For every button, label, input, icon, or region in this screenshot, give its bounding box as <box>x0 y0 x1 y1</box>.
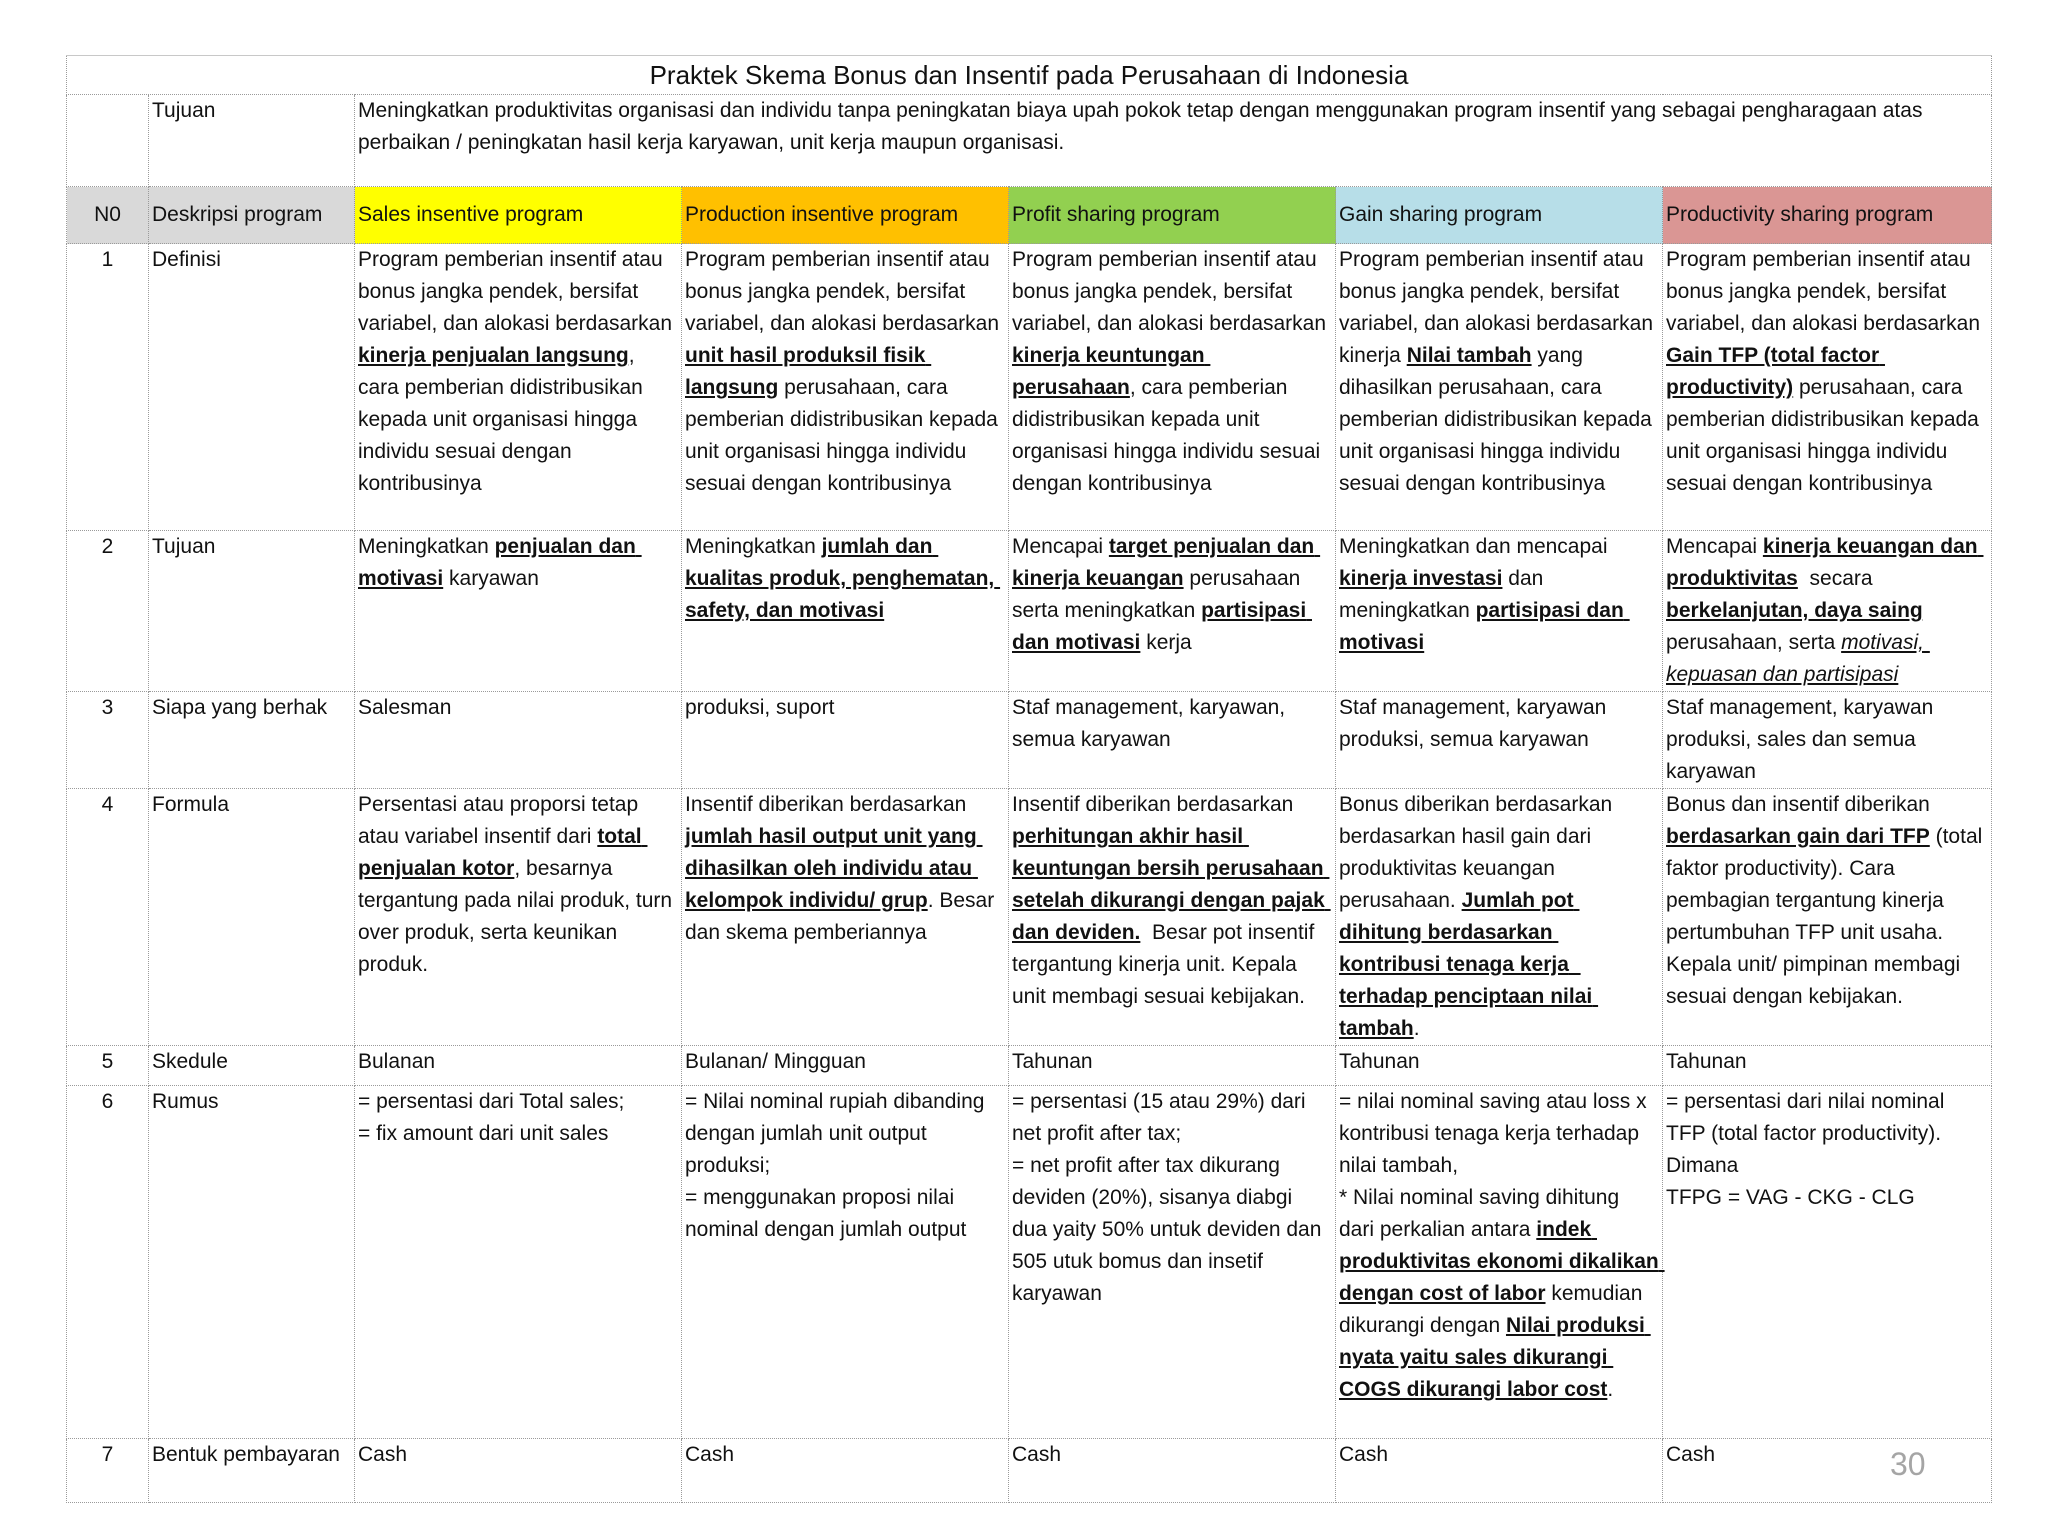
cell-text: Insentif diberikan berdasarkan <box>1012 793 1300 816</box>
cell-text: Tahunan <box>1012 1050 1093 1073</box>
table-row <box>67 244 1992 531</box>
row-label: Rumus <box>149 1086 355 1439</box>
cell-text: = persentasi dari nilai nominal TFP (total factor productivity). Dimana TFPG = VAG - CKG - CLG <box>1666 1090 1945 1209</box>
program-cell <box>682 789 1009 1046</box>
cell-text: = persentasi dari Total sales; = fix amount dari unit sales <box>358 1090 625 1145</box>
emphasis-text: Nilai tambah <box>1406 344 1532 367</box>
emphasis-text: unit hasil produksil fisik langsung <box>685 344 932 399</box>
cell-text: Staf management, karyawan produksi, sales dan semua karyawan <box>1666 696 1940 783</box>
cell-text: Staf management, karyawan, semua karyawan <box>1012 696 1291 751</box>
cell-text: Bonus dan insentif diberikan <box>1666 793 1936 816</box>
program-cell <box>355 1086 682 1439</box>
emphasis-text: Jumlah pot dihitung berdasarkan kontribusi tenaga kerja terhadap penciptaan nilai tambah <box>1339 889 1599 1040</box>
cell-text: perusahaan, cara pemberian didistribusikan kepada unit organisasi hingga individu sesuai dengan kontribusinya <box>685 376 1004 495</box>
cell-text: , besarnya tergantung pada nilai produk, turn over produk, serta keunikan produk. <box>358 857 678 976</box>
cell-text: Besar pot insentif tergantung kinerja unit. Kepala unit membagi sesuai kebijakan. <box>1012 921 1321 1008</box>
program-cell <box>355 692 682 789</box>
row-label: Definisi <box>149 244 355 531</box>
header-sales-insentive: Sales insentive program <box>355 187 682 244</box>
row-number: 7 <box>67 1439 149 1503</box>
emphasis-text: kinerja investasi <box>1339 567 1503 590</box>
emphasis-text: berkelanjutan, daya saing <box>1666 599 1923 622</box>
cell-text: . <box>1607 1378 1614 1401</box>
header-productivity-sharing: Productivity sharing program <box>1663 187 1992 244</box>
cell-text: perusahaan serta meningkatkan <box>1012 567 1307 622</box>
cell-text: Program pemberian insentif atau bonus jangka pendek, bersifat variabel, dan alokasi berdasarkan <box>685 248 1005 335</box>
header-deskripsi: Deskripsi program <box>149 187 355 244</box>
cell-text: Cash <box>1012 1443 1062 1466</box>
cell-text: Meningkatkan dan mencapai <box>1339 535 1614 558</box>
cell-text: , cara pemberian didistribusikan kepada unit organisasi hingga individu sesuai dengan kontribusinya <box>1012 376 1327 495</box>
cell-text: (total faktor productivity). Cara pembagian tergantung kinerja pertumbuhan TFP unit usaha. Kepala unit/ pimpinan membagi sesuai dengan kebijakan. <box>1666 825 1989 1008</box>
row-label: Tujuan <box>149 531 355 692</box>
program-cell <box>1663 531 1992 692</box>
row-number: 3 <box>67 692 149 789</box>
cell-text: Cash <box>685 1443 735 1466</box>
program-cell <box>1009 1046 1336 1086</box>
cell-text: Cash <box>1339 1443 1389 1466</box>
table-row <box>67 789 1992 1046</box>
cell-text: Cash <box>1666 1443 1716 1466</box>
program-cell <box>355 244 682 531</box>
program-cell <box>1663 692 1992 789</box>
program-cell <box>1663 1046 1992 1086</box>
program-cell <box>355 1046 682 1086</box>
program-cell <box>1009 789 1336 1046</box>
program-cell <box>682 244 1009 531</box>
emphasis-text: total penjualan kotor <box>358 825 648 880</box>
row-number: 1 <box>67 244 149 531</box>
emphasis-text: partisipasi dan motivasi <box>1339 599 1630 654</box>
table-row <box>67 1086 1992 1439</box>
row-number: 2 <box>67 531 149 692</box>
data-rows <box>67 244 1992 1503</box>
emphasis-text: kinerja penjualan langsung <box>358 344 629 367</box>
emphasis-text: kinerja keuangan dan produktivitas <box>1666 535 1984 590</box>
cell-text: = Nilai nominal rupiah dibanding dengan jumlah unit output produksi; = menggunakan proposi nilai nominal dengan jumlah output <box>685 1090 985 1241</box>
cell-text: = nilai nominal saving atau loss x kontribusi tenaga kerja terhadap nilai tambah, * Nilai nominal saving dihitung dari perkalian antara <box>1339 1090 1647 1241</box>
program-comparison-table <box>66 55 1992 1503</box>
program-cell <box>1336 244 1663 531</box>
cell-text: Program pemberian insentif atau bonus jangka pendek, bersifat variabel, dan alokasi berdasarkan kinerja <box>1339 248 1659 367</box>
emphasis-text: jumlah dan kualitas produk, penghematan, safety, dan motivasi <box>685 535 1001 622</box>
cell-text: karyawan <box>443 567 539 590</box>
emphasis-text: Nilai produksi nyata yaitu sales dikurangi COGS dikurangi labor cost <box>1339 1314 1651 1401</box>
tujuan-label: Tujuan <box>149 95 355 187</box>
cell-text: Staf management, karyawan produksi, semua karyawan <box>1339 696 1613 751</box>
table-row <box>67 1046 1992 1086</box>
program-cell <box>1663 789 1992 1046</box>
cell-text: Mencapai <box>1012 535 1109 558</box>
tujuan-row <box>67 95 1992 187</box>
cell-text: Tahunan <box>1666 1050 1747 1073</box>
row-number: 4 <box>67 789 149 1046</box>
program-cell <box>355 531 682 692</box>
emphasis-text: partisipasi dan motivasi <box>1012 599 1312 654</box>
cell-text: perusahaan, cara pemberian didistribusikan kepada unit organisasi hingga individu sesuai dengan kontribusinya <box>1666 376 1985 495</box>
cell-text: Cash <box>358 1443 408 1466</box>
header-gain-sharing: Gain sharing program <box>1336 187 1663 244</box>
cell-text: perusahaan, serta <box>1666 599 1929 654</box>
row-label: Formula <box>149 789 355 1046</box>
title-row <box>67 56 1992 95</box>
program-cell <box>1336 789 1663 1046</box>
header-production-insentive: Production insentive program <box>682 187 1009 244</box>
header-profit-sharing: Profit sharing program <box>1009 187 1336 244</box>
emphasis-text: penjualan dan motivasi <box>358 535 642 590</box>
row-label: Skedule <box>149 1046 355 1086</box>
cell-text: Bonus diberikan berdasarkan berdasarkan hasil gain dari produktivitas keuangan perusahaan. <box>1339 793 1619 912</box>
cell-text: Bulanan/ Mingguan <box>685 1050 866 1073</box>
emphasis-text: indek produktivitas ekonomi dikalikan dengan cost of labor <box>1339 1218 1665 1305</box>
program-cell <box>682 692 1009 789</box>
program-cell <box>1009 692 1336 789</box>
program-cell <box>1009 531 1336 692</box>
cell-text: Insentif diberikan berdasarkan <box>685 793 973 816</box>
program-cell <box>1336 692 1663 789</box>
program-cell <box>1009 1086 1336 1439</box>
cell-text: Tahunan <box>1339 1050 1420 1073</box>
cell-text: produksi, suport <box>685 696 835 719</box>
cell-text: = persentasi (15 atau 29%) dari net profit after tax; = net profit after tax dikurang deviden (20%), sisanya diabgi dua yaity 50% untuk deviden dan 505 utuk bomus dan insetif karyawan <box>1012 1090 1322 1305</box>
program-cell <box>1336 1046 1663 1086</box>
program-cell <box>1009 244 1336 531</box>
program-cell <box>1663 1439 1992 1503</box>
cell-text: yang dihasilkan perusahaan, cara pemberian didistribusikan kepada unit organisasi hingga individu sesuai dengan kontribusinya <box>1339 344 1658 495</box>
table-title: Praktek Skema Bonus dan Insentif pada Perusahaan di Indonesia <box>67 56 1992 95</box>
page-number: 30 <box>1890 1446 1926 1482</box>
header-row <box>67 187 1992 244</box>
cell-text: Mencapai <box>1666 535 1763 558</box>
program-cell <box>682 1086 1009 1439</box>
tujuan-text: Meningkatkan produktivitas organisasi dan individu tanpa peningkatan biaya upah pokok tetap dengan menggunakan program insentif yang sebagai pengharagaan atas perbaikan / peningkatan hasil kerja karyawan, unit kerja maupun organisasi. <box>355 95 1992 187</box>
row-label: Bentuk pembayaran <box>149 1439 355 1503</box>
cell-text: . <box>1413 1017 1420 1040</box>
row-number: 6 <box>67 1086 149 1439</box>
cell-text: Persentasi atau proporsi tetap atau variabel insentif dari <box>358 793 645 848</box>
table-row <box>67 531 1992 692</box>
program-cell <box>1009 1439 1336 1503</box>
emphasis-text: Gain TFP (total factor productivity) <box>1666 344 1885 399</box>
tujuan-no-cell <box>67 95 149 187</box>
program-cell <box>1336 1086 1663 1439</box>
row-number: 5 <box>67 1046 149 1086</box>
program-cell <box>682 1046 1009 1086</box>
program-cell <box>1336 531 1663 692</box>
cell-text: secara <box>1797 567 1879 590</box>
emphasis-text: perhitungan akhir hasil keuntungan bersih perusahaan setelah dikurangi dengan pajak dan deviden. <box>1012 825 1331 944</box>
cell-text: kerja <box>1140 631 1192 654</box>
row-label: Siapa yang berhak <box>149 692 355 789</box>
emphasis-text: berdasarkan gain dari TFP <box>1666 825 1930 848</box>
cell-text: Program pemberian insentif atau bonus jangka pendek, bersifat variabel, dan alokasi berdasarkan <box>1012 248 1332 335</box>
program-cell <box>355 1439 682 1503</box>
cell-text: dan meningkatkan <box>1339 567 1550 622</box>
table-row <box>67 1439 1992 1503</box>
program-cell <box>355 789 682 1046</box>
emphasis-text: motivasi, kepuasan dan partisipasi <box>1666 631 1930 686</box>
table-row <box>67 692 1992 789</box>
cell-text: Salesman <box>358 696 452 719</box>
cell-text: , cara pemberian didistribusikan kepada unit organisasi hingga individu sesuai dengan kontribusinya <box>358 344 649 495</box>
cell-text: Bulanan <box>358 1050 436 1073</box>
emphasis-text: target penjualan dan kinerja keuangan <box>1012 535 1321 590</box>
program-cell <box>1663 244 1992 531</box>
program-cell <box>1663 1086 1992 1439</box>
cell-text: Meningkatkan <box>685 535 822 558</box>
emphasis-text: jumlah hasil output unit yang dihasilkan oleh individu atau kelompok individu/ grup <box>685 825 983 912</box>
header-no: N0 <box>67 187 149 244</box>
program-cell <box>682 531 1009 692</box>
emphasis-text: kinerja keuntungan perusahaan <box>1012 344 1211 399</box>
cell-text: kemudian dikurangi dengan <box>1339 1282 1649 1337</box>
cell-text: Meningkatkan <box>358 535 495 558</box>
program-cell <box>1336 1439 1663 1503</box>
cell-text: Program pemberian insentif atau bonus jangka pendek, bersifat variabel, dan alokasi berdasarkan <box>1666 248 1986 335</box>
cell-text: . Besar dan skema pemberiannya <box>685 889 1001 944</box>
cell-text: Program pemberian insentif atau bonus jangka pendek, bersifat variabel, dan alokasi berdasarkan <box>358 248 678 335</box>
program-cell <box>682 1439 1009 1503</box>
